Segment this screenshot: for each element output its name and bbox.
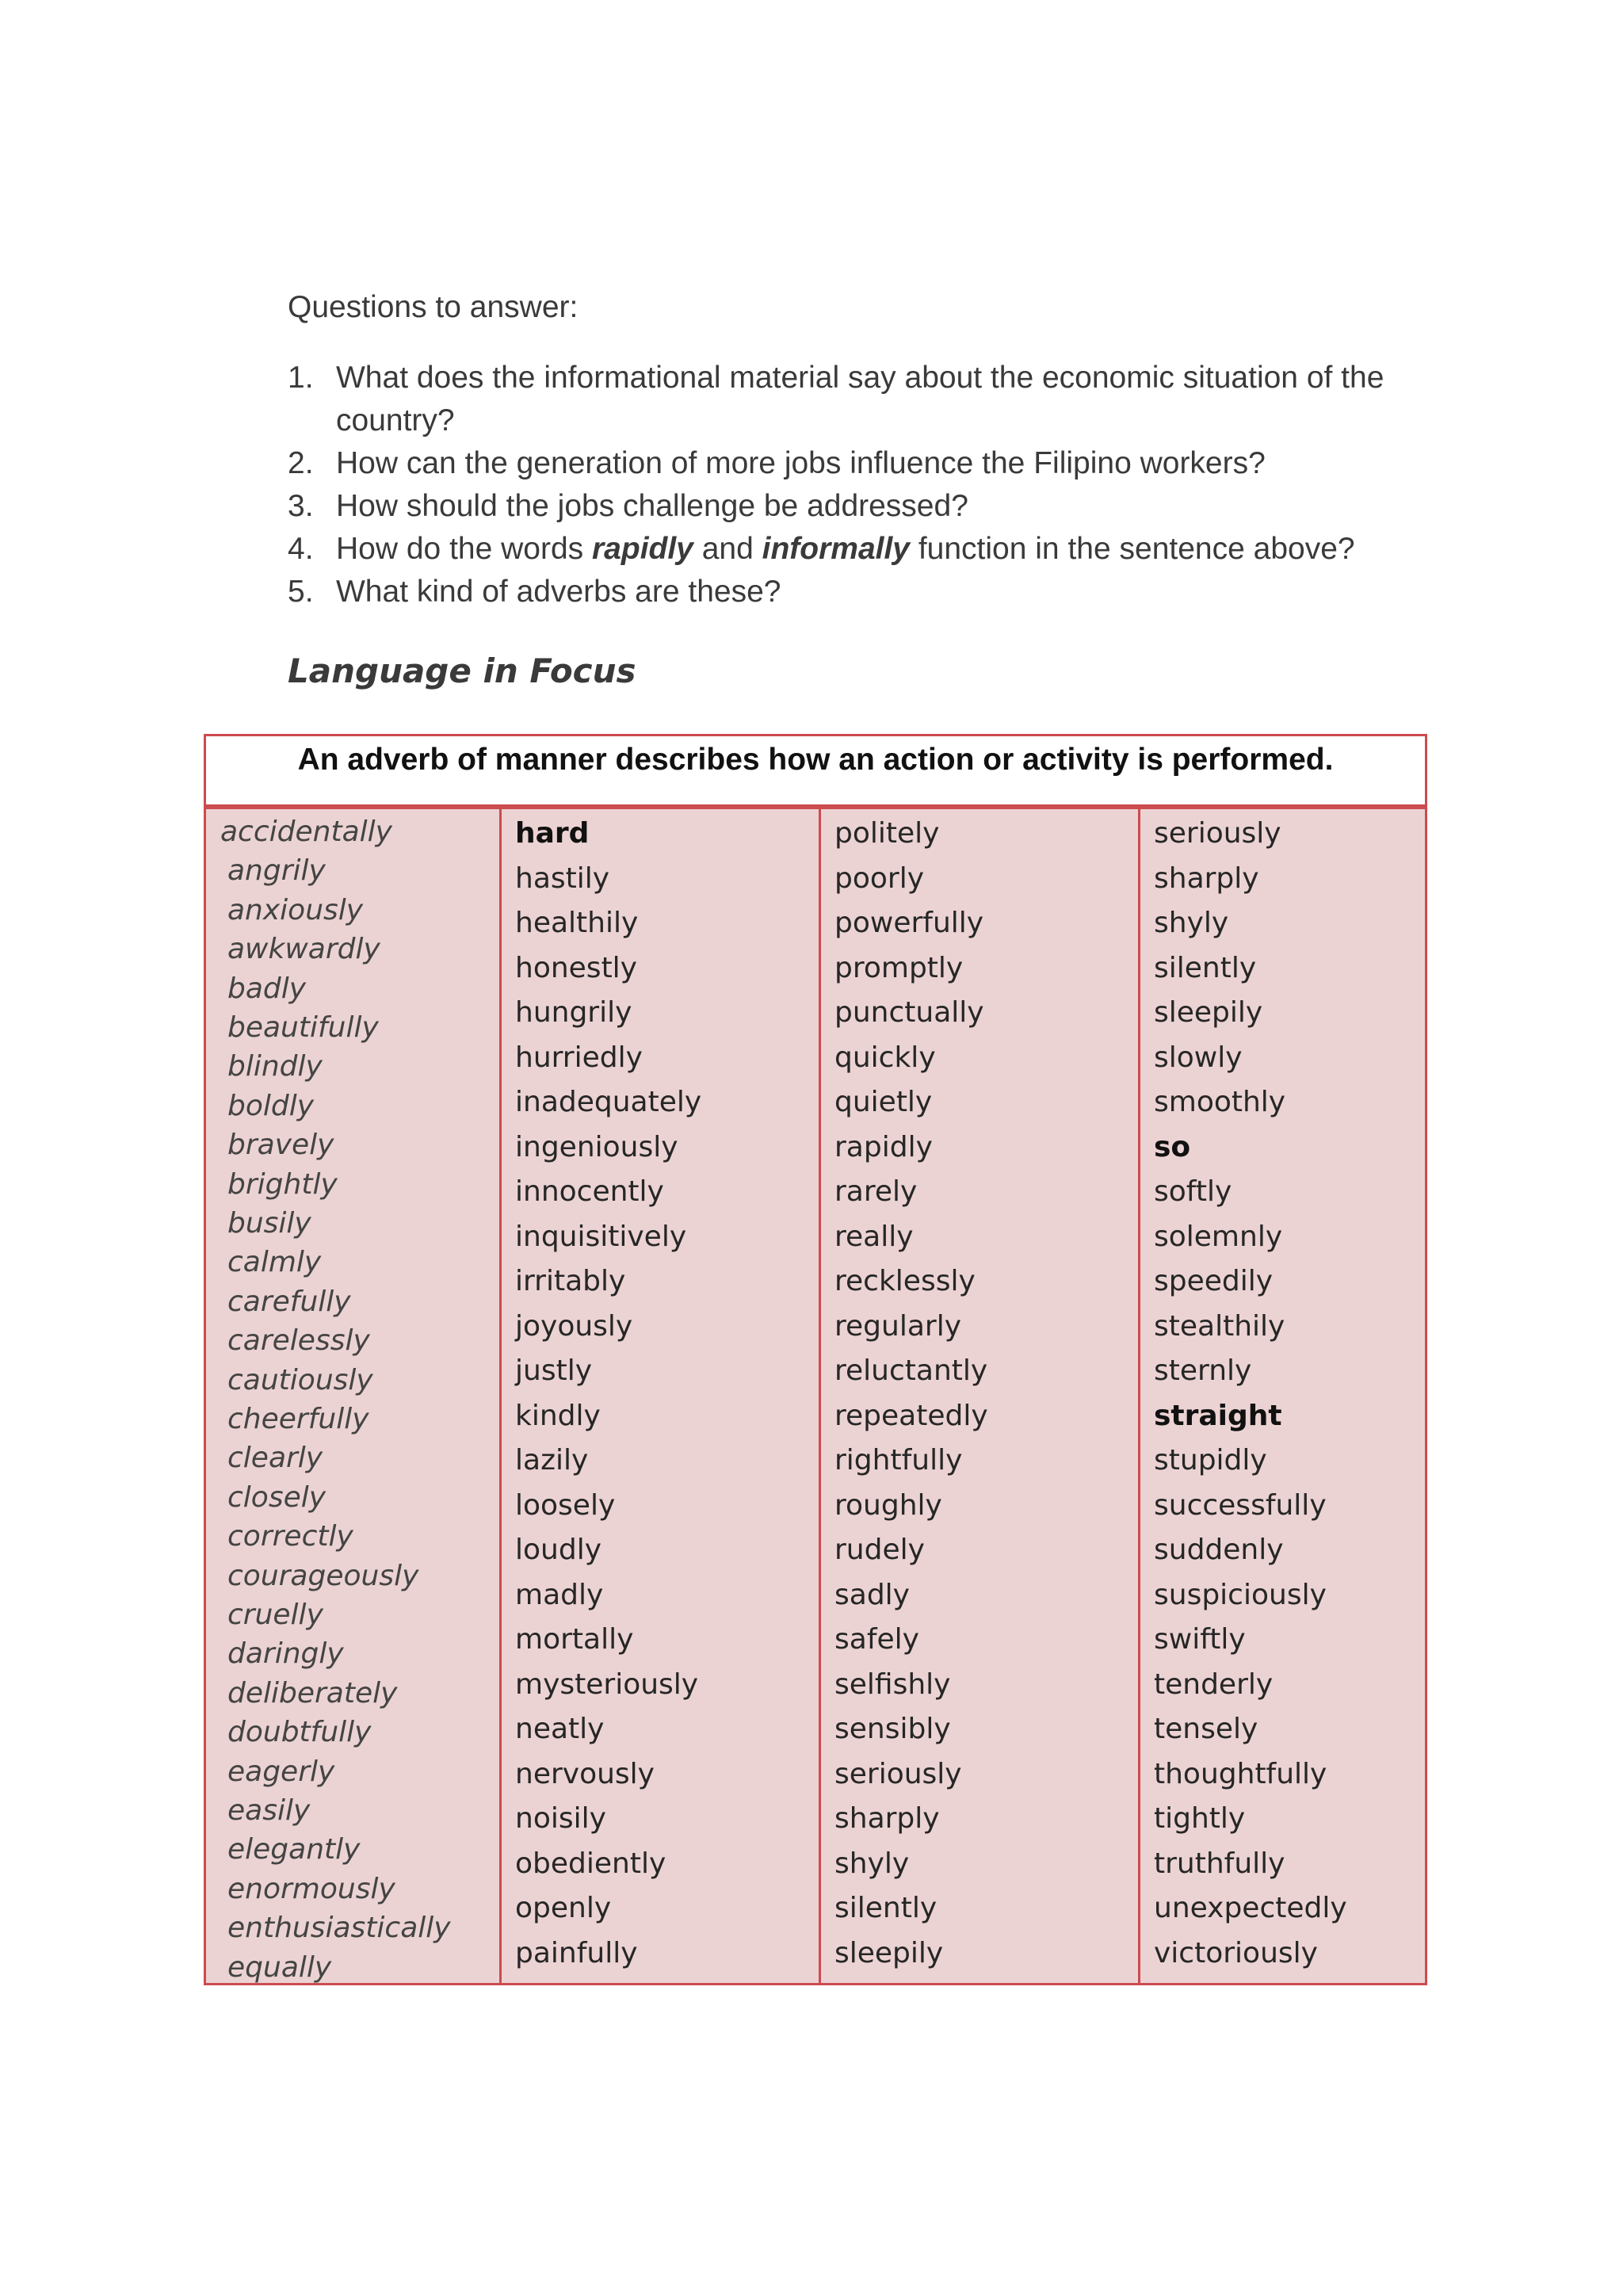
adverb-word: truthfully — [1154, 1847, 1285, 1880]
adverb-word: sharply — [1154, 861, 1259, 895]
adverb-word: daringly — [227, 1637, 344, 1671]
adverb-word: unexpectedly — [1154, 1892, 1347, 1924]
table-title: An adverb of manner describes how an action or activity is performed. — [206, 736, 1425, 809]
adverb-word: carelessly — [227, 1324, 370, 1358]
adverb-word: sleepily — [834, 1936, 944, 1969]
adverb-word: rarely — [834, 1175, 918, 1208]
table-body — [206, 809, 1425, 1983]
adverb-word: speedily — [1154, 1265, 1274, 1297]
adverb-word: loudly — [515, 1534, 602, 1566]
adverb-word: cruelly — [227, 1599, 323, 1631]
question-fragment: How do the words — [336, 532, 592, 566]
adverb-word: tightly — [1154, 1802, 1246, 1835]
question-number: 1. — [288, 361, 314, 395]
question-fragment: and — [693, 532, 762, 566]
adverb-word: justly — [515, 1354, 592, 1387]
word-column-2 — [499, 809, 819, 1983]
adverb-word: swiftly — [1154, 1623, 1246, 1656]
adverb-word: stealthily — [1154, 1309, 1285, 1343]
adverb-word: rudely — [834, 1534, 925, 1566]
adverb-word: doubtfully — [227, 1716, 372, 1749]
adverb-word: successfully — [1154, 1488, 1327, 1522]
adverb-word: powerfully — [834, 907, 984, 939]
adverb-word: poorly — [834, 861, 925, 895]
adverb-word: politely — [834, 817, 940, 850]
adverb-word: madly — [515, 1578, 604, 1611]
adverb-word: angrily — [227, 854, 326, 888]
adverb-word: recklessly — [834, 1265, 976, 1297]
adverb-word: clearly — [227, 1442, 323, 1475]
question-item — [288, 442, 1445, 485]
adverb-word: promptly — [834, 951, 964, 984]
adverb-word: shyly — [1154, 907, 1229, 939]
question-emphasis: informally — [762, 532, 910, 566]
question-number: 4. — [288, 532, 314, 566]
question-text — [336, 575, 781, 609]
adverb-word: reluctantly — [834, 1354, 988, 1387]
adverb-word: silently — [834, 1892, 938, 1924]
adverb-word: solemnly — [1154, 1220, 1283, 1253]
adverb-word: stupidly — [1154, 1444, 1267, 1477]
question-text — [336, 446, 1266, 480]
section-title: Language in Focus — [288, 651, 636, 690]
adverb-word: bravely — [227, 1129, 334, 1162]
adverb-word: courageously — [227, 1559, 419, 1592]
adverb-word: nervously — [515, 1757, 655, 1790]
adverb-word: eagerly — [227, 1755, 335, 1788]
word-column-4 — [1138, 809, 1425, 1983]
adverb-word: deliberately — [227, 1676, 398, 1710]
adverb-word: mysteriously — [515, 1668, 699, 1701]
adverb-word: selfishly — [834, 1668, 951, 1701]
adverb-word: suddenly — [1154, 1534, 1284, 1566]
adverb-word: sleepily — [1154, 996, 1263, 1029]
adverb-word: quickly — [834, 1041, 936, 1074]
adverb-word: really — [834, 1220, 914, 1253]
question-number: 2. — [288, 446, 314, 480]
adverb-word: tenderly — [1154, 1668, 1274, 1701]
adverb-word: busily — [227, 1207, 311, 1240]
adverb-word: roughly — [834, 1488, 942, 1522]
adverb-word: ingeniously — [515, 1130, 678, 1163]
adverb-word: punctually — [834, 996, 984, 1029]
adverb-word: safely — [834, 1623, 919, 1656]
questions-list — [288, 357, 1445, 613]
adverb-word: inquisitively — [515, 1220, 687, 1253]
adverb-word: regularly — [834, 1309, 961, 1343]
adverb-word: straight — [1154, 1399, 1282, 1432]
adverb-word: softly — [1154, 1175, 1232, 1208]
adverb-word: rapidly — [834, 1130, 933, 1163]
adverb-word: honestly — [515, 951, 637, 984]
adverb-word: blindly — [227, 1050, 323, 1083]
word-column-3 — [819, 809, 1138, 1983]
word-column-1 — [206, 809, 499, 1983]
adverb-word: hard — [515, 817, 590, 850]
question-item — [288, 528, 1445, 571]
adverb-word: sharply — [834, 1802, 940, 1835]
adverb-word: seriously — [834, 1757, 962, 1790]
question-text — [336, 361, 1384, 437]
adverb-word: smoothly — [1154, 1086, 1286, 1118]
adverb-word: closely — [227, 1480, 327, 1514]
adverb-word: sternly — [1154, 1354, 1252, 1387]
adverb-word: enthusiastically — [227, 1912, 451, 1945]
adverb-word: silently — [1154, 951, 1257, 984]
adverb-word: sadly — [834, 1578, 910, 1611]
question-item — [288, 571, 1445, 613]
adverb-word: kindly — [515, 1399, 601, 1432]
adverb-word: hungrily — [515, 996, 632, 1029]
question-item — [288, 485, 1445, 528]
adverb-word: anxiously — [227, 893, 364, 926]
adverb-word: so — [1154, 1130, 1191, 1163]
adverb-word: tensely — [1154, 1713, 1258, 1745]
adverb-word: victoriously — [1154, 1936, 1318, 1969]
adverb-word: joyously — [515, 1309, 633, 1343]
adverb-word: slowly — [1154, 1041, 1243, 1074]
adverb-word: healthily — [515, 907, 639, 939]
adverb-word: neatly — [515, 1713, 605, 1745]
adverb-word: quietly — [834, 1086, 933, 1118]
adverb-word: awkwardly — [227, 933, 380, 966]
adverb-word: cautiously — [227, 1363, 373, 1396]
adverb-word: noisily — [515, 1802, 606, 1835]
adverb-word: badly — [227, 972, 307, 1005]
question-fragment: How can the generation of more jobs influence the Filipino workers? — [336, 446, 1266, 480]
question-fragment: How should the jobs challenge be addressed? — [336, 489, 968, 523]
adverb-word: lazily — [515, 1444, 589, 1477]
adverb-word: equally — [227, 1950, 332, 1984]
adverb-word: shyly — [834, 1847, 910, 1880]
adverb-word: inadequately — [515, 1086, 702, 1118]
adverb-word: accidentally — [220, 816, 392, 848]
adverb-word: mortally — [515, 1623, 634, 1656]
adverb-word: easily — [227, 1794, 311, 1827]
question-number: 5. — [288, 575, 314, 609]
adverb-word: cheerfully — [227, 1403, 369, 1435]
adverbs-table — [204, 734, 1427, 1985]
question-fragment: What kind of adverbs are these? — [336, 575, 781, 609]
adverb-word: elegantly — [227, 1833, 361, 1866]
question-emphasis: rapidly — [592, 532, 693, 566]
question-item — [288, 357, 1445, 442]
adverb-word: hurriedly — [515, 1041, 643, 1074]
question-text — [336, 532, 1355, 566]
adverb-word: loosely — [515, 1488, 616, 1522]
adverb-word: carefully — [227, 1285, 351, 1318]
adverb-word: correctly — [227, 1520, 353, 1553]
adverb-word: rightfully — [834, 1444, 963, 1477]
question-text — [336, 489, 968, 523]
adverb-word: hastily — [515, 861, 610, 895]
adverb-word: suspiciously — [1154, 1578, 1327, 1611]
question-fragment: What does the informational material say about the economic situation of the country? — [336, 361, 1384, 437]
adverb-word: obediently — [515, 1847, 666, 1880]
adverb-word: brightly — [227, 1167, 338, 1201]
adverb-word: irritably — [515, 1265, 626, 1297]
question-number: 3. — [288, 489, 314, 523]
adverb-word: openly — [515, 1892, 612, 1924]
adverb-word: sensibly — [834, 1713, 951, 1745]
adverb-word: innocently — [515, 1175, 664, 1208]
adverb-word: enormously — [227, 1872, 395, 1905]
adverb-word: beautifully — [227, 1011, 379, 1044]
adverb-word: thoughtfully — [1154, 1757, 1327, 1790]
adverb-word: boldly — [227, 1089, 315, 1122]
adverb-word: painfully — [515, 1936, 638, 1969]
adverb-word: repeatedly — [834, 1399, 988, 1432]
question-fragment: function in the sentence above? — [910, 532, 1355, 566]
adverb-word: seriously — [1154, 817, 1281, 850]
adverb-word: calmly — [227, 1246, 322, 1279]
questions-heading: Questions to answer: — [288, 290, 579, 324]
